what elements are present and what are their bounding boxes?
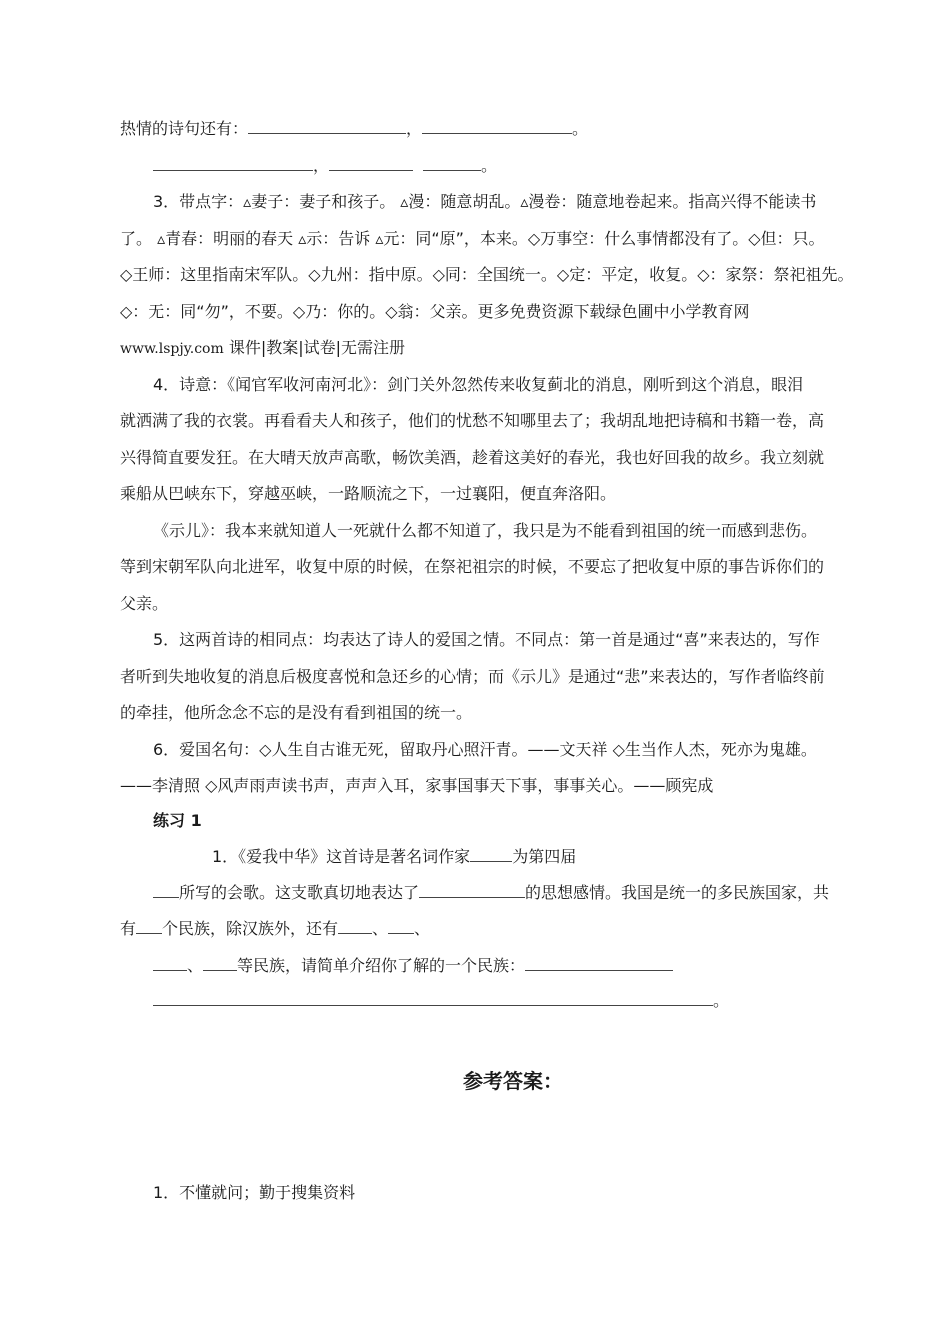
fill-blank[interactable] — [422, 118, 572, 134]
punct: ， — [406, 119, 423, 138]
item-5-line-2: 者听到失地收复的消息后极度喜悦和急还乡的心情；而《示儿》是通过“悲”来表达的，写作者临终前 — [120, 667, 825, 686]
line-1 — [120, 118, 588, 140]
q1-text: 有 — [120, 919, 137, 938]
item-4-line-6: 等到宋朝军队向北进军，收复中原的时候，在祭祀祖宗的时候，不要忘了把收复中原的事告诉你们的 — [120, 557, 825, 576]
fill-blank[interactable] — [470, 846, 512, 862]
item-4-line-5: 《示儿》：我本来就知道人一死就什么都不知道了，我只是为不能看到祖国的统一而感到悲伤。 — [153, 521, 818, 540]
exercise-q1-line-2 — [153, 882, 829, 904]
fill-blank[interactable] — [423, 155, 481, 171]
q1-text: 所写的会歌。这支歌真切地表达了 — [179, 883, 420, 902]
item-6-line-2: ——李清照 ◇风声雨声读书声，声声入耳，家事国事天下事，事事关心。——顾宪成 — [120, 776, 714, 795]
item-5-line-3: 的牵挂，他所念念不忘的是没有看到祖国的统一。 — [120, 703, 473, 722]
website-url[interactable]: www.lspjy.com — [120, 341, 224, 357]
punct: 。 — [572, 119, 589, 138]
website-tags: 课件|教案|试卷|无需注册 — [228, 338, 406, 357]
item-3-line-5 — [120, 337, 405, 360]
q1-text: 为第四届 — [512, 847, 577, 866]
item-3-line-4: ◇：无：同“勿”，不要。◇乃：你的。◇翁：父亲。更多免费资源下载绿色圃中小学教育网 — [120, 302, 750, 321]
item-4-line-4: 乘船从巴峡东下，穿越巫峡，一路顺流之下，一过襄阳，便直奔洛阳。 — [120, 484, 617, 503]
punct: 、 — [414, 919, 431, 938]
item-4-line-1: 4．诗意：《闻官军收河南河北》：剑门关外忽然传来收复蓟北的消息，刚听到这个消息，眼泪 — [153, 375, 804, 394]
line-1-text: 热情的诗句还有： — [120, 119, 249, 138]
q1-text: 1．《爱我中华》这首诗是著名词作家 — [212, 847, 471, 866]
q1-text: 的思想感情。我国是统一的多民族国家，共 — [525, 883, 830, 902]
item-3-line-3: ◇王师：这里指南宋军队。◇九州：指中原。◇同：全国统一。◇定：平定，收复。◇：家祭：祭祀祖先。 — [120, 265, 854, 284]
item-5-line-1: 5．这两首诗的相同点：均表达了诗人的爱国之情。不同点：第一首是通过“喜”来表达的，写作 — [153, 630, 820, 649]
fill-blank[interactable] — [153, 155, 313, 171]
punct: 、 — [187, 956, 204, 975]
fill-blank[interactable] — [203, 955, 237, 971]
exercise-q1-line-4 — [153, 955, 673, 977]
fill-blank[interactable] — [419, 882, 525, 898]
item-3-line-2: 了。 ▵青春：明丽的春天 ▵示：告诉 ▵元：同“原”，本来。◇万事空：什么事情都没有了。◇但：只。 — [120, 229, 825, 248]
q1-text: 个民族，除汉族外，还有 — [162, 919, 339, 938]
item-4-line-2: 就洒满了我的衣裳。再看看夫人和孩子，他们的忧愁不知哪里去了；我胡乱地把诗稿和书籍一卷，高 — [120, 411, 825, 430]
line-2 — [153, 155, 497, 177]
answer-1: 1．不懂就问；勤于搜集资料 — [153, 1183, 356, 1202]
punct: 、 — [372, 919, 389, 938]
exercise-q1-line-3 — [120, 918, 430, 940]
q1-text: 等民族，请简单介绍你了解的一个民族： — [237, 956, 526, 975]
fill-blank[interactable] — [248, 118, 406, 134]
fill-blank[interactable] — [338, 918, 372, 934]
item-3-line-1: 3．带点字：▵妻子：妻子和孩子。 ▵漫：随意胡乱。▵漫卷：随意地卷起来。指高兴得不能读书 — [153, 192, 817, 211]
exercise-q1-line-1 — [212, 846, 576, 868]
fill-blank[interactable] — [153, 990, 713, 1006]
answers-title: 参考答案： — [463, 1069, 563, 1093]
exercise-heading: 练习 1 — [153, 811, 202, 830]
punct: 。 — [713, 991, 730, 1010]
fill-blank[interactable] — [329, 155, 413, 171]
exercise-q1-line-5 — [153, 990, 729, 1012]
fill-blank[interactable] — [153, 882, 179, 898]
punct: ， — [313, 156, 330, 175]
item-4-line-7: 父亲。 — [120, 594, 169, 613]
item-4-line-3: 兴得简直要发狂。在大晴天放声高歌，畅饮美酒，趁着这美好的春光，我也好回我的故乡。我立刻就 — [120, 448, 825, 467]
punct: 。 — [481, 156, 498, 175]
item-6-line-1: 6．爱国名句：◇人生自古谁无死，留取丹心照汗青。——文天祥 ◇生当作人杰，死亦为鬼雄。 — [153, 740, 817, 759]
fill-blank[interactable] — [153, 955, 187, 971]
fill-blank[interactable] — [388, 918, 414, 934]
fill-blank[interactable] — [136, 918, 162, 934]
fill-blank[interactable] — [525, 955, 673, 971]
